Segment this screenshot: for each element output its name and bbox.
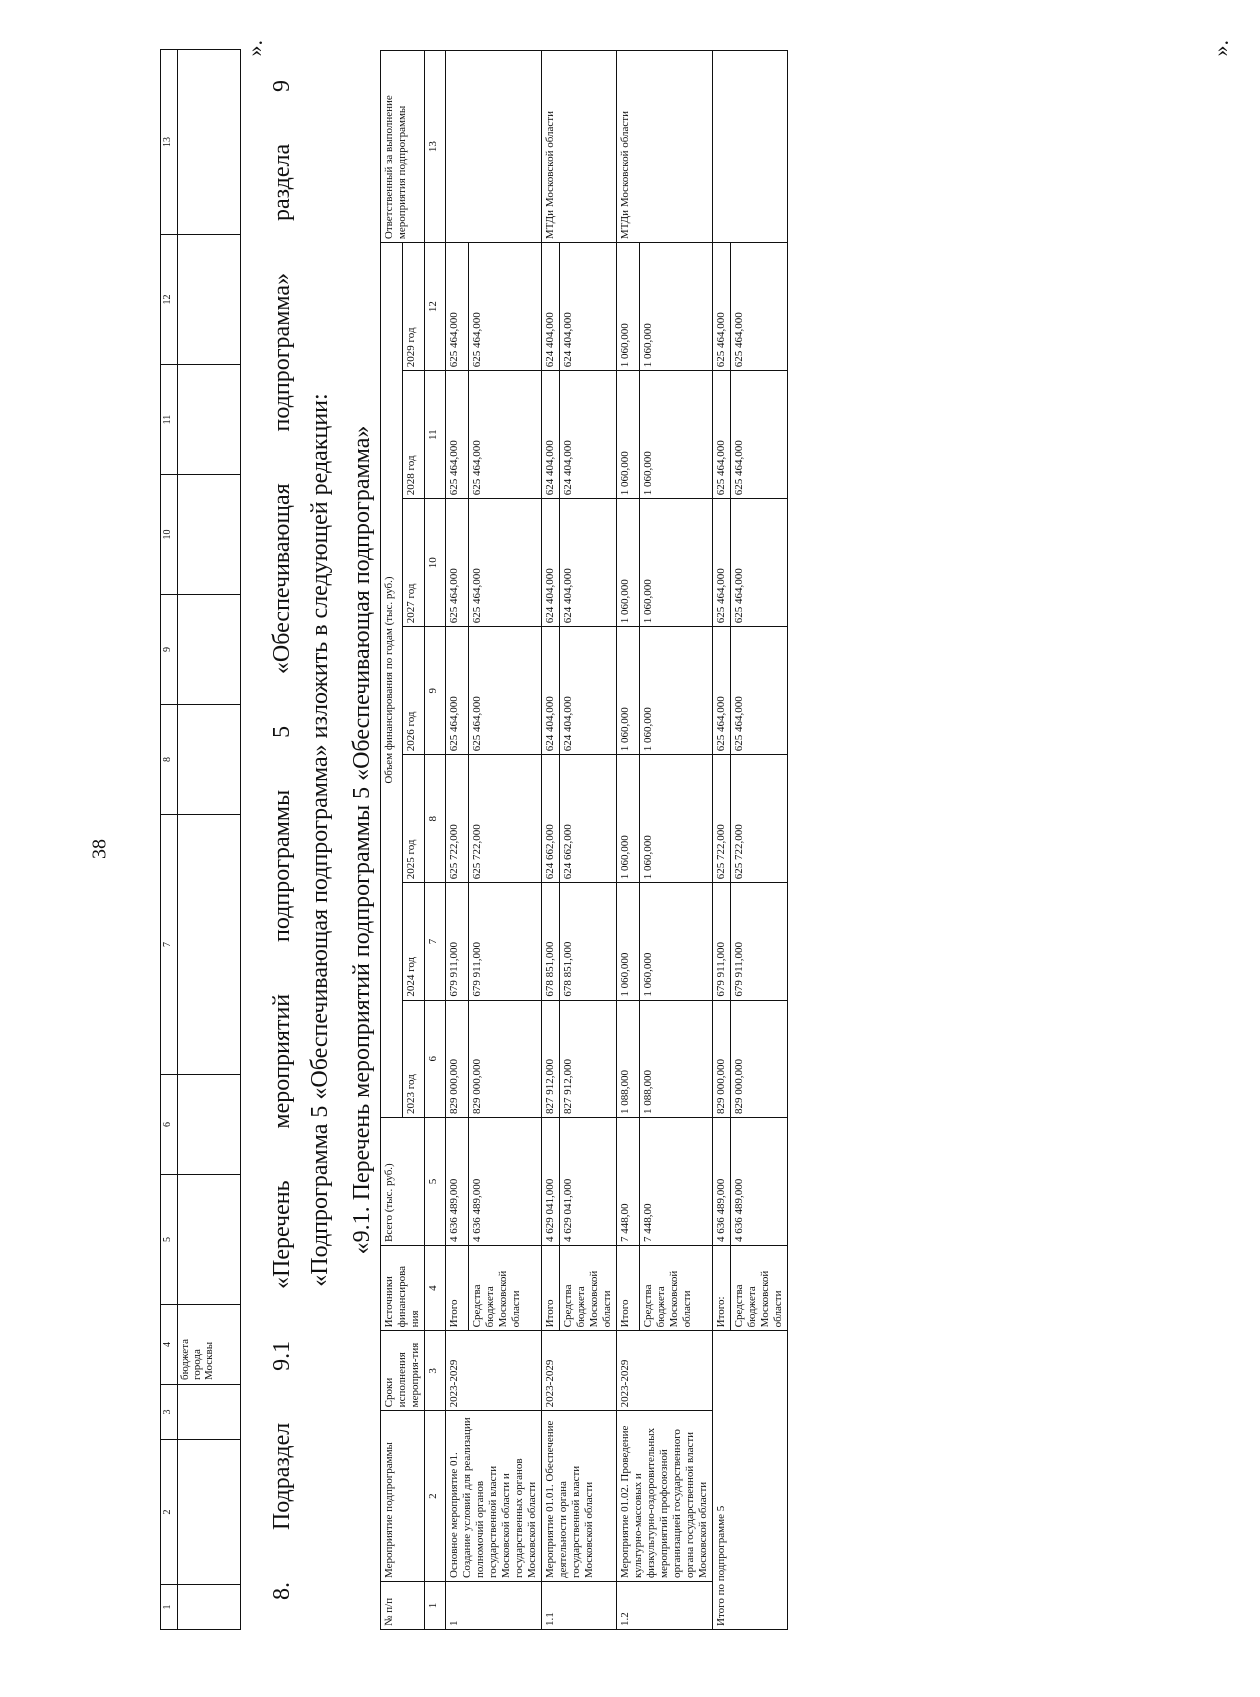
continued-table-fragment — [160, 49, 241, 1630]
top-column-number: 10 — [161, 475, 178, 595]
year-amount-cell: 625 464,000 — [731, 243, 788, 371]
top-cell: бюджета города Москвы — [178, 1305, 241, 1385]
header-year: 2027 год — [403, 499, 425, 627]
top-cell — [178, 235, 241, 365]
heading-line-3: «9.1. Перечень мероприятий подпрограммы 5 «Обеспечивающая подпрограмма» — [349, 425, 375, 1255]
column-number: 10 — [425, 499, 446, 627]
year-amount-cell: 829 000,000 — [713, 1000, 731, 1117]
year-amount-cell: 829 000,000 — [469, 1000, 542, 1117]
column-number: 13 — [425, 51, 446, 243]
year-amount-cell: 1 060,000 — [617, 755, 640, 883]
column-number: 6 — [425, 1000, 446, 1117]
top-column-number: 5 — [161, 1175, 178, 1305]
year-amount-cell: 1 060,000 — [640, 243, 713, 371]
year-amount-cell: 625 722,000 — [469, 755, 542, 883]
top-column-number: 4 — [161, 1305, 178, 1385]
table-row — [446, 51, 469, 1630]
total-cell: 4 636 489,000 — [713, 1117, 731, 1245]
total-responsible-cell — [713, 51, 788, 243]
header-year: 2026 год — [403, 627, 425, 755]
rotated-sheet — [160, 30, 1260, 1630]
year-amount-cell: 625 464,000 — [731, 499, 788, 627]
total-cell: 4 629 041,000 — [560, 1117, 617, 1245]
year-amount-cell: 624 404,000 — [560, 627, 617, 755]
source-cell: Итого — [446, 1245, 469, 1330]
header-terms: Сроки исполнения мероприя-тия — [381, 1331, 425, 1411]
year-amount-cell: 625 464,000 — [446, 371, 469, 499]
source-cell: Средства бюджета Московской области — [640, 1245, 713, 1330]
top-column-number: 3 — [161, 1385, 178, 1440]
top-column-number: 6 — [161, 1075, 178, 1175]
event-cell: Мероприятие 01.01. Обеспечение деятельности органа государственной власти Московской области — [542, 1411, 617, 1582]
column-number: 9 — [425, 627, 446, 755]
source-cell: Средства бюджета Московской области — [560, 1245, 617, 1330]
year-amount-cell: 625 464,000 — [469, 499, 542, 627]
year-amount-cell: 624 404,000 — [542, 499, 560, 627]
event-cell: Основное мероприятие 01. Создание условий для реализации полномочий органов государственной власти Московской области и государственных органов Московской области — [446, 1411, 542, 1582]
year-amount-cell: 625 464,000 — [469, 243, 542, 371]
year-amount-cell: 679 911,000 — [731, 883, 788, 1000]
top-cell — [178, 1175, 241, 1305]
top-column-number: 2 — [161, 1440, 178, 1585]
top-column-number: 9 — [161, 595, 178, 705]
year-amount-cell: 827 912,000 — [560, 1000, 617, 1117]
source-cell: Итого — [617, 1245, 640, 1330]
header-year: 2024 год — [403, 883, 425, 1000]
events-table-body — [446, 51, 788, 1630]
header-year: 2028 год — [403, 371, 425, 499]
year-amount-cell: 1 060,000 — [640, 499, 713, 627]
year-amount-cell: 624 404,000 — [542, 627, 560, 755]
year-amount-cell: 1 060,000 — [617, 499, 640, 627]
year-amount-cell: 625 464,000 — [469, 627, 542, 755]
year-amount-cell: 678 851,000 — [560, 883, 617, 1000]
page-number: 38 — [88, 839, 111, 859]
header-num: № п/п — [381, 1582, 425, 1630]
header-volume: Объем финансирования по годам (тыс. руб.) — [381, 243, 403, 1118]
year-amount-cell: 678 851,000 — [542, 883, 560, 1000]
top-cell — [178, 1585, 241, 1630]
header-event: Мероприятие подпрограммы — [381, 1411, 425, 1582]
year-amount-cell: 829 000,000 — [446, 1000, 469, 1117]
year-amount-cell: 625 722,000 — [446, 755, 469, 883]
total-cell: 4 636 489,000 — [469, 1117, 542, 1245]
source-cell: Средства бюджета Московской области — [469, 1245, 542, 1330]
column-numbers-row — [425, 51, 446, 1630]
column-number: 3 — [425, 1331, 446, 1411]
heading-line-1: 8. Подраздел 9.1 «Перечень мероприятий подпрограммы 5 «Обеспечивающая подпрограмма» раздела 9 — [269, 80, 295, 1600]
total-cell: 4 636 489,000 — [446, 1117, 469, 1245]
row-number-cell: 1 — [446, 1582, 542, 1630]
header-responsible: Ответственный за выполнение мероприятия подпрограммы — [381, 51, 425, 243]
table-row — [713, 51, 731, 1630]
top-cell — [178, 1385, 241, 1440]
table-row — [617, 51, 640, 1630]
year-amount-cell: 625 464,000 — [446, 627, 469, 755]
header-row-1 — [381, 51, 403, 1630]
year-amount-cell: 1 088,000 — [617, 1000, 640, 1117]
year-amount-cell: 625 464,000 — [731, 627, 788, 755]
top-cell — [178, 1075, 241, 1175]
total-cell: 7 448,00 — [640, 1117, 713, 1245]
closing-quote-bottom: ». — [1208, 40, 1233, 57]
year-amount-cell: 1 060,000 — [617, 883, 640, 1000]
year-amount-cell: 625 464,000 — [469, 371, 542, 499]
year-amount-cell: 625 722,000 — [731, 755, 788, 883]
column-number: 2 — [425, 1411, 446, 1582]
responsible-cell: МТДи Московской области — [542, 51, 617, 243]
column-number: 4 — [425, 1245, 446, 1330]
top-cell — [178, 50, 241, 235]
header-sources: Источники финансирова ния — [381, 1245, 425, 1330]
terms-cell: 2023-2029 — [542, 1331, 617, 1411]
year-amount-cell: 1 060,000 — [617, 371, 640, 499]
year-amount-cell: 624 404,000 — [560, 499, 617, 627]
total-cell: 7 448,00 — [617, 1117, 640, 1245]
year-amount-cell: 624 662,000 — [542, 755, 560, 883]
year-amount-cell: 624 662,000 — [560, 755, 617, 883]
row-number-cell: 1.1 — [542, 1582, 617, 1630]
header-year: 2023 год — [403, 1000, 425, 1117]
year-amount-cell: 625 464,000 — [731, 371, 788, 499]
top-column-number: 1 — [161, 1585, 178, 1630]
top-cell — [178, 1440, 241, 1585]
table-row — [542, 51, 560, 1630]
top-cell — [178, 595, 241, 705]
year-amount-cell: 1 060,000 — [640, 883, 713, 1000]
year-amount-cell: 679 911,000 — [446, 883, 469, 1000]
source-cell: Итого — [542, 1245, 560, 1330]
header-total: Всего (тыс. руб.) — [381, 1117, 425, 1245]
top-table-row — [178, 50, 241, 1630]
header-year: 2029 год — [403, 243, 425, 371]
total-cell: 4 629 041,000 — [542, 1117, 560, 1245]
source-cell: Средства бюджета Московской области — [731, 1245, 788, 1330]
top-column-number: 7 — [161, 815, 178, 1075]
top-cell — [178, 475, 241, 595]
event-cell: Мероприятие 01.02. Проведение культурно-массовых и физкультурно-оздоровительных мероприятий профсоюзной организацией государственного органа государственной власти Московской области — [617, 1411, 713, 1582]
events-table — [380, 50, 788, 1630]
total-label-cell: Итого по подпрограмме 5 — [713, 1331, 788, 1630]
year-amount-cell: 625 722,000 — [713, 755, 731, 883]
year-amount-cell: 624 404,000 — [560, 243, 617, 371]
top-cell — [178, 705, 241, 815]
top-column-number: 12 — [161, 235, 178, 365]
heading-line-2: «Подпрограмма 5 «Обеспечивающая подпрограмма» изложить в следующей редакции: — [307, 393, 333, 1287]
year-amount-cell: 829 000,000 — [731, 1000, 788, 1117]
column-number: 11 — [425, 371, 446, 499]
terms-cell: 2023-2029 — [617, 1331, 713, 1411]
year-amount-cell: 625 464,000 — [446, 499, 469, 627]
responsible-cell: МТДи Московской области — [617, 51, 713, 243]
total-cell: 4 636 489,000 — [731, 1117, 788, 1245]
year-amount-cell: 625 464,000 — [446, 243, 469, 371]
year-amount-cell: 1 060,000 — [640, 371, 713, 499]
responsible-cell — [446, 51, 542, 243]
top-table-column-numbers — [161, 50, 178, 1630]
year-amount-cell: 679 911,000 — [713, 883, 731, 1000]
top-column-number: 11 — [161, 365, 178, 475]
top-column-number: 8 — [161, 705, 178, 815]
column-number: 12 — [425, 243, 446, 371]
column-number: 7 — [425, 883, 446, 1000]
year-amount-cell: 625 464,000 — [713, 499, 731, 627]
closing-quote-top: ». — [242, 40, 267, 57]
source-cell: Итого: — [713, 1245, 731, 1330]
top-cell — [178, 815, 241, 1075]
column-number: 8 — [425, 755, 446, 883]
year-amount-cell: 625 464,000 — [713, 371, 731, 499]
top-cell — [178, 365, 241, 475]
year-amount-cell: 1 060,000 — [617, 627, 640, 755]
year-amount-cell: 827 912,000 — [542, 1000, 560, 1117]
year-amount-cell: 625 464,000 — [713, 243, 731, 371]
year-amount-cell: 624 404,000 — [542, 371, 560, 499]
year-amount-cell: 1 060,000 — [640, 755, 713, 883]
terms-cell: 2023-2029 — [446, 1331, 542, 1411]
year-amount-cell: 679 911,000 — [469, 883, 542, 1000]
year-amount-cell: 1 060,000 — [640, 627, 713, 755]
year-amount-cell: 624 404,000 — [560, 371, 617, 499]
year-amount-cell: 1 088,000 — [640, 1000, 713, 1117]
header-year: 2025 год — [403, 755, 425, 883]
year-amount-cell: 1 060,000 — [617, 243, 640, 371]
year-amount-cell: 624 404,000 — [542, 243, 560, 371]
year-amount-cell: 625 464,000 — [713, 627, 731, 755]
column-number: 1 — [425, 1582, 446, 1630]
column-number: 5 — [425, 1117, 446, 1245]
top-column-number: 13 — [161, 50, 178, 235]
row-number-cell: 1.2 — [617, 1582, 713, 1630]
